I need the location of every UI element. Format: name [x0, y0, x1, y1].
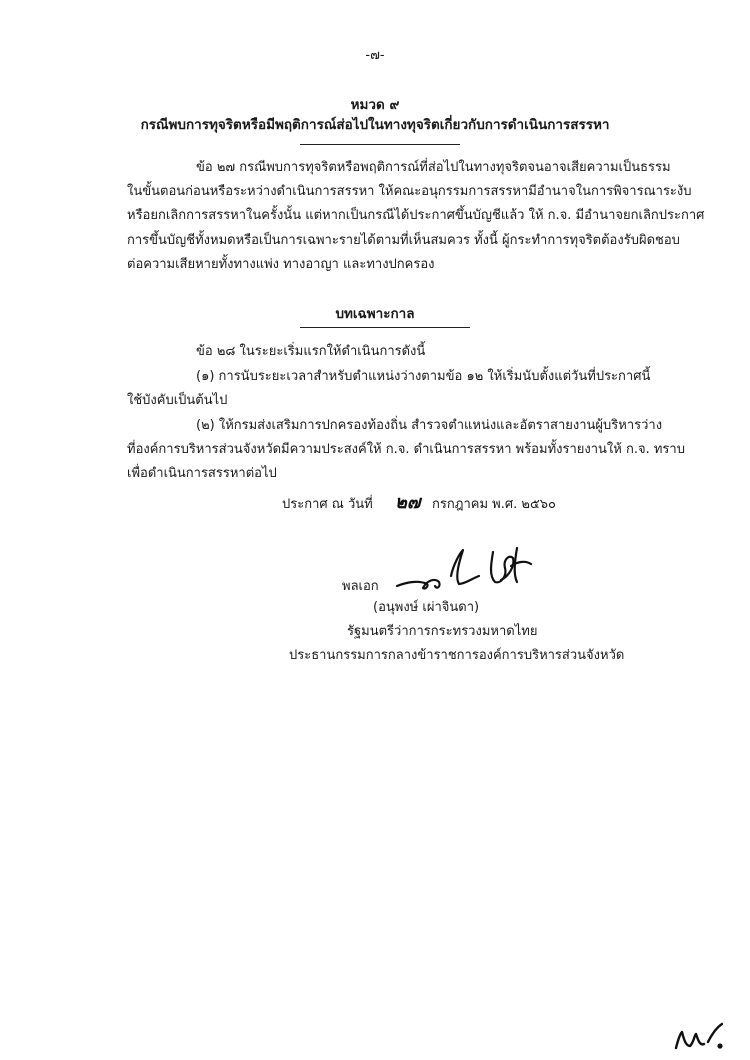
announcement-prefix: ประกาศ ณ วันที่ — [282, 497, 373, 512]
signatory-name: (อนุพงษ์ เผ่าจินดา) — [373, 600, 480, 615]
article-28-item-1-line: ใช้บังคับเป็นต้นไป — [127, 393, 228, 408]
signatory-position-1: รัฐมนตรีว่าการกระทรวงมหาดไทย — [347, 624, 538, 639]
article-28-item-2-line: ที่องค์การบริหารส่วนจังหวัดมีความประสงค์ให้ ก.จ. ดำเนินการสรรหา พร้อมทั้งรายงานให้ ก.จ. ทราบ — [127, 442, 685, 457]
article-27-line: หรือยกเลิกการสรรหาในครั้งนั้น แต่หากเป็นกรณีได้ประกาศขึ้นบัญชีแล้ว ให้ ก.จ. มีอำนาจยกเลิกประกาศ — [127, 208, 705, 223]
handwritten-signature — [393, 540, 563, 598]
article-28-item-1-line: (๑) การนับระยะเวลาสำหรับตำแหน่งว่างตามข้อ ๑๒ ให้เริ่มนับตั้งแต่วันที่ประกาศนี้ — [196, 369, 651, 384]
chapter-underline — [300, 144, 460, 145]
signatory-position-2: ประธานกรรมการกลางข้าราชการองค์การบริหารส่วนจังหวัด — [289, 648, 625, 663]
article-27-line: การขึ้นบัญชีทั้งหมดหรือเป็นการเฉพาะรายได้ตามที่เห็นสมควร ทั้งนี้ ผู้กระทำการทุจริตต้องรับผิดชอบ — [127, 233, 680, 248]
article-28-intro: ข้อ ๒๘ ในระยะเริ่มแรกให้ดำเนินการดังนี้ — [196, 344, 426, 359]
article-27-line: ต่อความเสียหายทั้งทางแพ่ง ทางอาญา และทางปกครอง — [127, 257, 435, 272]
transitory-heading: บทเฉพาะกาล — [335, 306, 415, 322]
page-number: -๗- — [365, 48, 385, 63]
article-28-item-2-line: เพื่อดำเนินการสรรหาต่อไป — [127, 466, 277, 481]
initials-mark — [672, 1018, 728, 1054]
article-28-item-2-line: (๒) ให้กรมส่งเสริมการปกครองท้องถิ่น สำรวจตำแหน่งและอัตราสายงานผู้บริหารว่าง — [196, 418, 663, 433]
article-27-line: ข้อ ๒๗ กรณีพบการทุจริตหรือพฤติการณ์ที่ส่อไปในทางทุจริตจนอาจเสียความเป็นธรรม — [196, 160, 671, 175]
signatory-rank: พลเอก — [342, 579, 379, 594]
announcement-month-year: กรกฎาคม พ.ศ. ๒๕๖๐ — [432, 497, 556, 512]
chapter-subtitle: กรณีพบการทุจริตหรือมีพฤติการณ์ส่อไปในทางทุจริตเกี่ยวกับการดำเนินการสรรหา — [140, 117, 610, 133]
article-27-line: ในขั้นตอนก่อนหรือระหว่างดำเนินการสรรหา ให้คณะอนุกรรมการสรรหามีอำนาจในการพิจารณาระงับ — [127, 184, 692, 199]
announcement-day-handwritten: ๒๗ — [395, 492, 421, 513]
transitory-underline — [300, 327, 470, 328]
chapter-title: หมวด ๙ — [350, 97, 400, 113]
